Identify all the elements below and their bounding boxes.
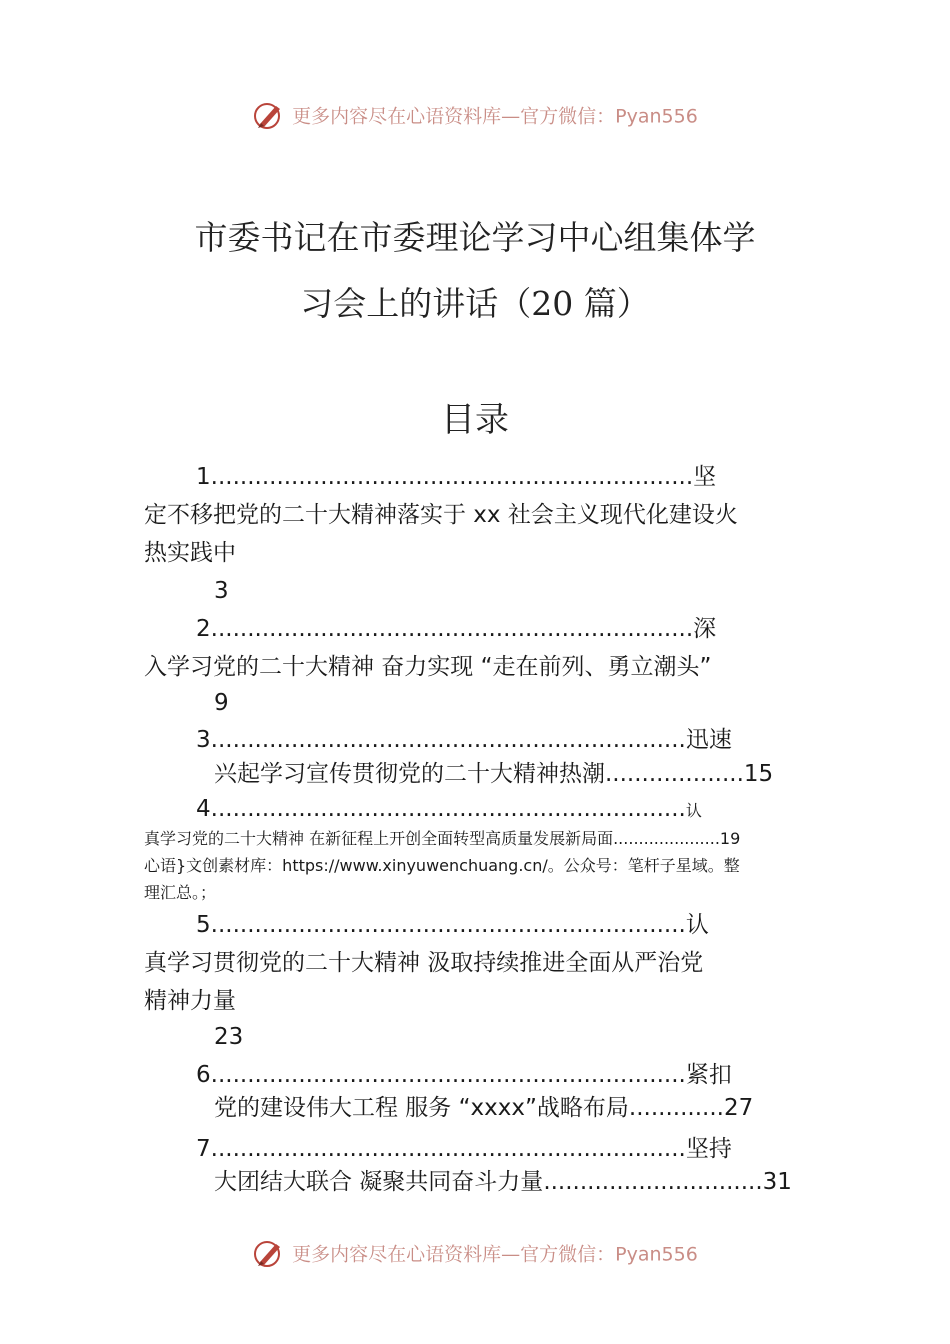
toc-num: 2 (196, 616, 211, 642)
toc-entry-5-line2: 真学习贯彻党的二十大精神 汲取持续推进全面从严治党 (144, 950, 704, 976)
watermark-text: 更多内容尽在心语资料库—官方微信： (292, 1243, 616, 1266)
toc-entry-5[interactable] (196, 910, 709, 940)
toc-entry-6-line2 (214, 1093, 753, 1123)
toc-lead: 认 (685, 912, 709, 938)
toc-leader: ............. (628, 1095, 724, 1121)
watermark-top (0, 100, 950, 135)
toc-leader: .............................. (543, 1169, 763, 1195)
toc-entry-4-line2 (144, 828, 740, 850)
toc-lead: 迅速 (685, 727, 732, 753)
toc-entry-1-line3: 热实践中 (144, 540, 236, 566)
toc-leader: ................................................................. (210, 1062, 686, 1088)
toc-entry-7-line2 (214, 1167, 792, 1197)
pen-logo-icon (252, 1238, 286, 1273)
toc-page-4: 19 (719, 829, 741, 848)
pen-logo-icon (252, 100, 286, 135)
toc-lead: 坚持 (685, 1136, 732, 1162)
toc-leader: ................................................................. (210, 912, 686, 938)
toc-entry-6[interactable] (196, 1060, 732, 1090)
toc-page-7: 31 (762, 1169, 792, 1195)
watermark-bottom (0, 1238, 950, 1273)
toc-title: 兴起学习宣传贯彻党的二十大精神热潮 (214, 761, 605, 787)
watermark-account: Pyan556 (615, 105, 698, 128)
toc-entry-2-line2: 入学习党的二十大精神 奋力实现 “走在前列、勇立潮头” (144, 654, 712, 680)
toc-page-5: 23 (214, 1024, 244, 1050)
toc-heading: 目录 (441, 400, 509, 440)
toc-lead: 认 (685, 801, 702, 820)
inline-note-line1: 心语}文创素材库：https://www.xinyuwenchuang.cn/。公众号：笔杆子星域。整 (144, 856, 740, 875)
toc-lead: 紧扣 (685, 1062, 732, 1088)
toc-lead: 深 (693, 616, 717, 642)
toc-num: 7 (196, 1136, 211, 1162)
inline-note-line2: 理汇总。； (144, 883, 217, 902)
toc-page-2: 9 (214, 690, 229, 716)
toc-entry-3-line2 (214, 759, 773, 789)
toc-leader: .................................................................. (210, 464, 694, 490)
doc-title-line1: 市委书记在市委理论学习中心组集体学 (194, 218, 756, 257)
toc-page-1: 3 (214, 578, 229, 604)
toc-leader: ................................................................. (210, 796, 686, 822)
toc-lead: 坚 (693, 464, 717, 490)
toc-num: 4 (196, 796, 211, 822)
toc-title: 真学习党的二十大精神 在新征程上开创全面转型高质量发展新局面 (144, 829, 614, 848)
toc-entry-5-line3: 精神力量 (144, 988, 236, 1014)
toc-num: 5 (196, 912, 211, 938)
toc-num: 6 (196, 1062, 211, 1088)
toc-num: 1 (196, 464, 211, 490)
toc-num: 3 (196, 727, 211, 753)
toc-entry-1[interactable] (196, 462, 716, 492)
toc-title: 大团结大联合 凝聚共同奋斗力量 (214, 1169, 544, 1195)
toc-leader: ..................... (613, 829, 720, 848)
toc-page-6: 27 (723, 1095, 754, 1121)
toc-leader: ................... (605, 761, 744, 787)
watermark-account: Pyan556 (615, 1243, 698, 1266)
toc-entry-7[interactable] (196, 1134, 732, 1164)
toc-leader: .................................................................. (210, 616, 694, 642)
toc-title: 党的建设伟大工程 服务 “xxxx”战略布局 (214, 1095, 629, 1121)
toc-entry-1-line2: 定不移把党的二十大精神落实于 xx 社会主义现代化建设火 (144, 502, 738, 528)
toc-leader: ................................................................. (210, 1136, 686, 1162)
toc-entry-3[interactable] (196, 725, 732, 755)
toc-leader: ................................................................. (210, 727, 686, 753)
toc-entry-4[interactable] (196, 794, 702, 824)
watermark-text: 更多内容尽在心语资料库—官方微信： (292, 105, 616, 128)
toc-entry-2[interactable] (196, 614, 716, 644)
toc-page-3: 15 (743, 761, 774, 787)
doc-title-line2: 习会上的讲话（20 篇） (300, 284, 650, 323)
